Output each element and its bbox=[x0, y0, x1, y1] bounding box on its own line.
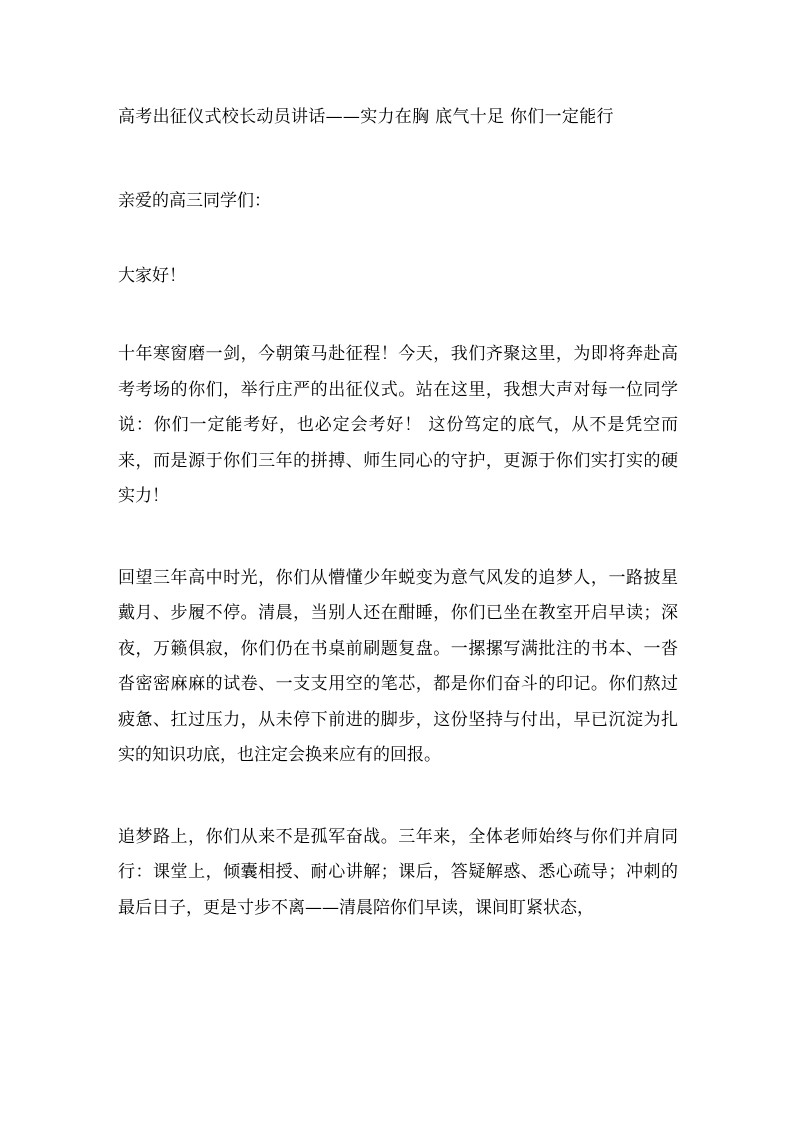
paragraph-1: 十年寒窗磨一剑，今朝策马赴征程！今天，我们齐聚这里，为即将奔赴高考考场的你们，举行庄严的出征仪式。站在这里，我想大声对每一位同学说：你们一定能考好，也必定会考好！ 这份笃定的底气，从不是凭空而来，而是源于你们三年的拼搏、师生同心的守护，更源于你们实打实的硬实力！ bbox=[118, 344, 678, 506]
salutation: 亲爱的高三同学们： bbox=[118, 191, 271, 211]
greeting: 大家好！ bbox=[118, 266, 186, 286]
paragraph-2: 回望三年高中时光，你们从懵懂少年蜕变为意气风发的追梦人，一路披星戴月、步履不停。清晨，当别人还在酣睡，你们已坐在教室开启早读；深夜，万籁俱寂，你们仍在书桌前刷题复盘。一摞摞写满批注的书本、一沓沓密密麻麻的试卷、一支支用空的笔芯，都是你们奋斗的印记。你们熬过疲惫、扛过压力，从未停下前进的脚步，这份坚持与付出，早已沉淀为扎实的知识功底，也注定会换来应有的回报。 bbox=[118, 567, 678, 765]
document-body bbox=[118, 102, 678, 926]
document-title: 高考出征仪式校长动员讲话——实力在胸 底气十足 你们一定能行 bbox=[118, 107, 614, 127]
paragraph-3: 追梦路上，你们从来不是孤军奋战。三年来，全体老师始终与你们并肩同行：课堂上，倾囊相授、耐心讲解；课后，答疑解惑、悉心疏导；冲刺的最后日子，更是寸步不离——清晨陪你们早读，课间盯紧状态， bbox=[118, 826, 678, 918]
